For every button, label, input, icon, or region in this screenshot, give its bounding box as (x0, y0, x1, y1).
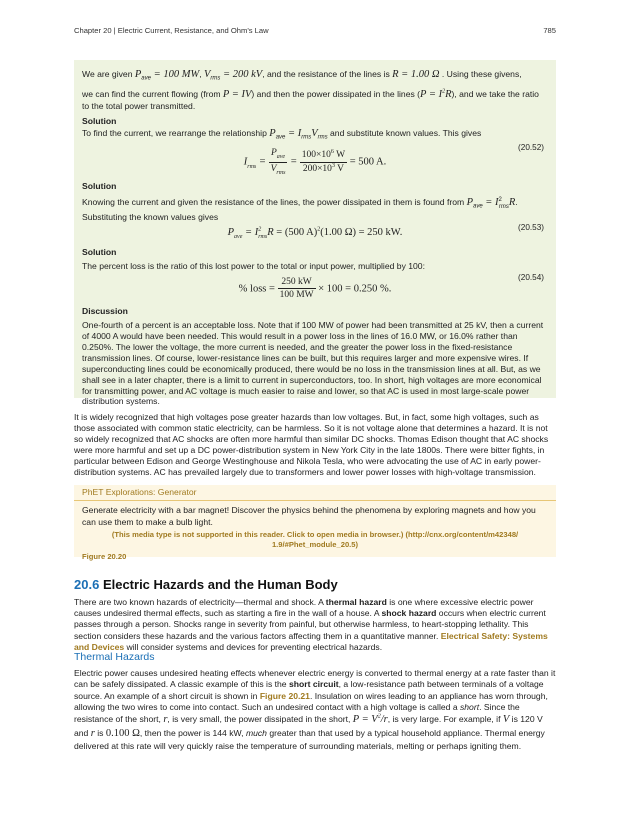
discussion-text: One-fourth of a percent is an acceptable loss. Note that if 100 MW of power had been transmitted at 25 kV, then a current of 4000 A would have been needed. This would result in a power loss in the lines of 16.0 MW, or 16.0% rather than 0.250%. The lower the voltage, the more current is needed, and the greater the power loss in the fixed-resistance transmission lines. Of course, lower-resistance lines can be built, but this requires larger and more expensive wires. If superconducting lines could be economically produced, there would be no loss in the transmission lines at all. But, as we shall see in a later chapter, there is a limit to current in superconductors, too. In short, high voltages are more economical for transmitting power, and AC voltage is much easier to raise and lower, so that AC is used in most large-scale power distribution systems. (82, 320, 544, 407)
subsection-heading: Thermal Hazards (74, 651, 155, 663)
figure-20-21-link[interactable]: Figure 20.21 (259, 690, 310, 701)
solution-heading-1: Solution (82, 115, 117, 126)
discussion-heading: Discussion (82, 305, 128, 316)
phet-media-link[interactable]: (This media type is not supported in this reader. Click to open media in browser.) (http://cnx.org/content/m42348/ 1.9/#Phet_module_20.5) (111, 530, 519, 550)
solution-heading-3: Solution (82, 247, 117, 258)
example-intro: We are given $P_{ave} = 100$ MW, $V_{rms} = 200$ kV, and the resistance of the lines is R = 1.00 Ω . Using these givens, (82, 69, 522, 82)
solution-text-2: Knowing the current and given the resistance of the lines, the power dissipated in them is found from $P_{ave} = I^2_{rms}R$. Substituting the known values gives (82, 197, 518, 222)
phet-explorations-box (74, 485, 556, 562)
section-title: Electric Hazards and the Human Body (102, 577, 338, 592)
section-heading (74, 576, 338, 593)
equation-20-52: $I_{rms}$ = $\frac{P_{ave}}{V_{rms}}$ = $\frac{100\times 10^6 W}{200\times 10^3 V}$ = 500 A. (20.52) (243, 142, 544, 176)
worked-example-box (74, 60, 556, 407)
solution-text-3: The percent loss is the ratio of this lost power to the total or input power, multiplied by 100: (82, 261, 425, 272)
page-number: 785 (543, 26, 556, 35)
equation-number: (20.52) (518, 142, 544, 152)
chapter-title: Chapter 20 | Electric Current, Resistance, and Ohm's Law (74, 26, 269, 35)
solution-heading-2: Solution (82, 180, 117, 191)
solution-text-1: To find the current, we rearrange the relationship $P_{ave} = I_{rms}V_{rms}$ and substitute known values. This gives (82, 128, 482, 141)
equation-20-53: $P_{ave} = I^2_{rms}R = (500$ A)$^2$(1.00 Ω) = 250 kW. (20.53) (227, 223, 544, 241)
page-header (74, 26, 556, 36)
paragraph-ac-dc-hazards: It is widely recognized that high voltages pose greater hazards than low voltages. But, in fact, some high voltages, such as those associated with common static electricity, can be harmless. So it is not voltage alone that determines a hazard. It is not so widely recognized that AC shocks are often more harmful than similar DC shocks. Thomas Edison thought that AC shocks were more harmful and set up a DC power-distribution system in New York City in the late 1800s. There were bitter fights, in particular between Edison and George Westinghouse and Nikola Tesla, who were advocating the use of AC in early power-distribution systems. AC has prevailed largely due to transformers and lower power losses with high-voltage transmission. (74, 412, 549, 478)
example-intro-2: we can find the current flowing (from P = IV) and then the power dissipated in the lines $(P = I^2R)$, and we take the ratio to the total power transmitted. (82, 88, 539, 112)
phet-title: PhET Explorations: Generator (74, 485, 556, 501)
paragraph-thermal-hazards: Electric power causes undesired heating effects whenever electric energy is converted to thermal energy at a rate faster than it can be safely dissipated. A classic example of this is the short circuit, a low-resistance path between terminals of a voltage source. An example of a short circuit is shown in Figure 20.21. Insulation on wires leading to an appliance has worn through, allowing the two wires to come into contact. Such an undesired contact with a high voltage is called a short. Since the resistance of the short, r, is very small, the power dissipated in the short, $P = V^2/r$, is very large. For example, if V is 120 V and r is 0.100 Ω, then the power is 144 kW, much greater than that used by a typical household appliance. Thermal energy delivered at this rate will very quickly raise the temperature of surrounding materials, melting or perhaps igniting them. (74, 668, 556, 752)
figure-label: Figure 20.20 (82, 552, 127, 562)
electrical-safety-link[interactable]: Electrical Safety: Systems and Devices (74, 630, 548, 652)
equation-number: (20.54) (518, 272, 544, 282)
section-number: 20.6 (74, 577, 100, 592)
equation-number: (20.53) (518, 223, 544, 233)
phet-text: Generate electricity with a bar magnet! Discover the physics behind the phenomena by exploring magnets and how you can use them to make a bulb light. (82, 505, 536, 527)
paragraph-hazards-intro: There are two known hazards of electricity—thermal and shock. A thermal hazard is one where excessive electric power causes undesired thermal effects, such as starting a fire in the wall of a house. A shock hazard occurs when electric current passes through a person. Shocks range in severity from painful, but otherwise harmless, to heart-stopping lethality. This section considers these hazards and the various factors affecting them in a quantitative manner. Electrical Safety: Systems and Devices will consider systems and devices for preventing electrical hazards. (74, 597, 548, 652)
equation-20-54: % loss = $\frac{250 kW}{100 MW}$ × 100 = 0.250 %. (20.54) (238, 272, 544, 301)
